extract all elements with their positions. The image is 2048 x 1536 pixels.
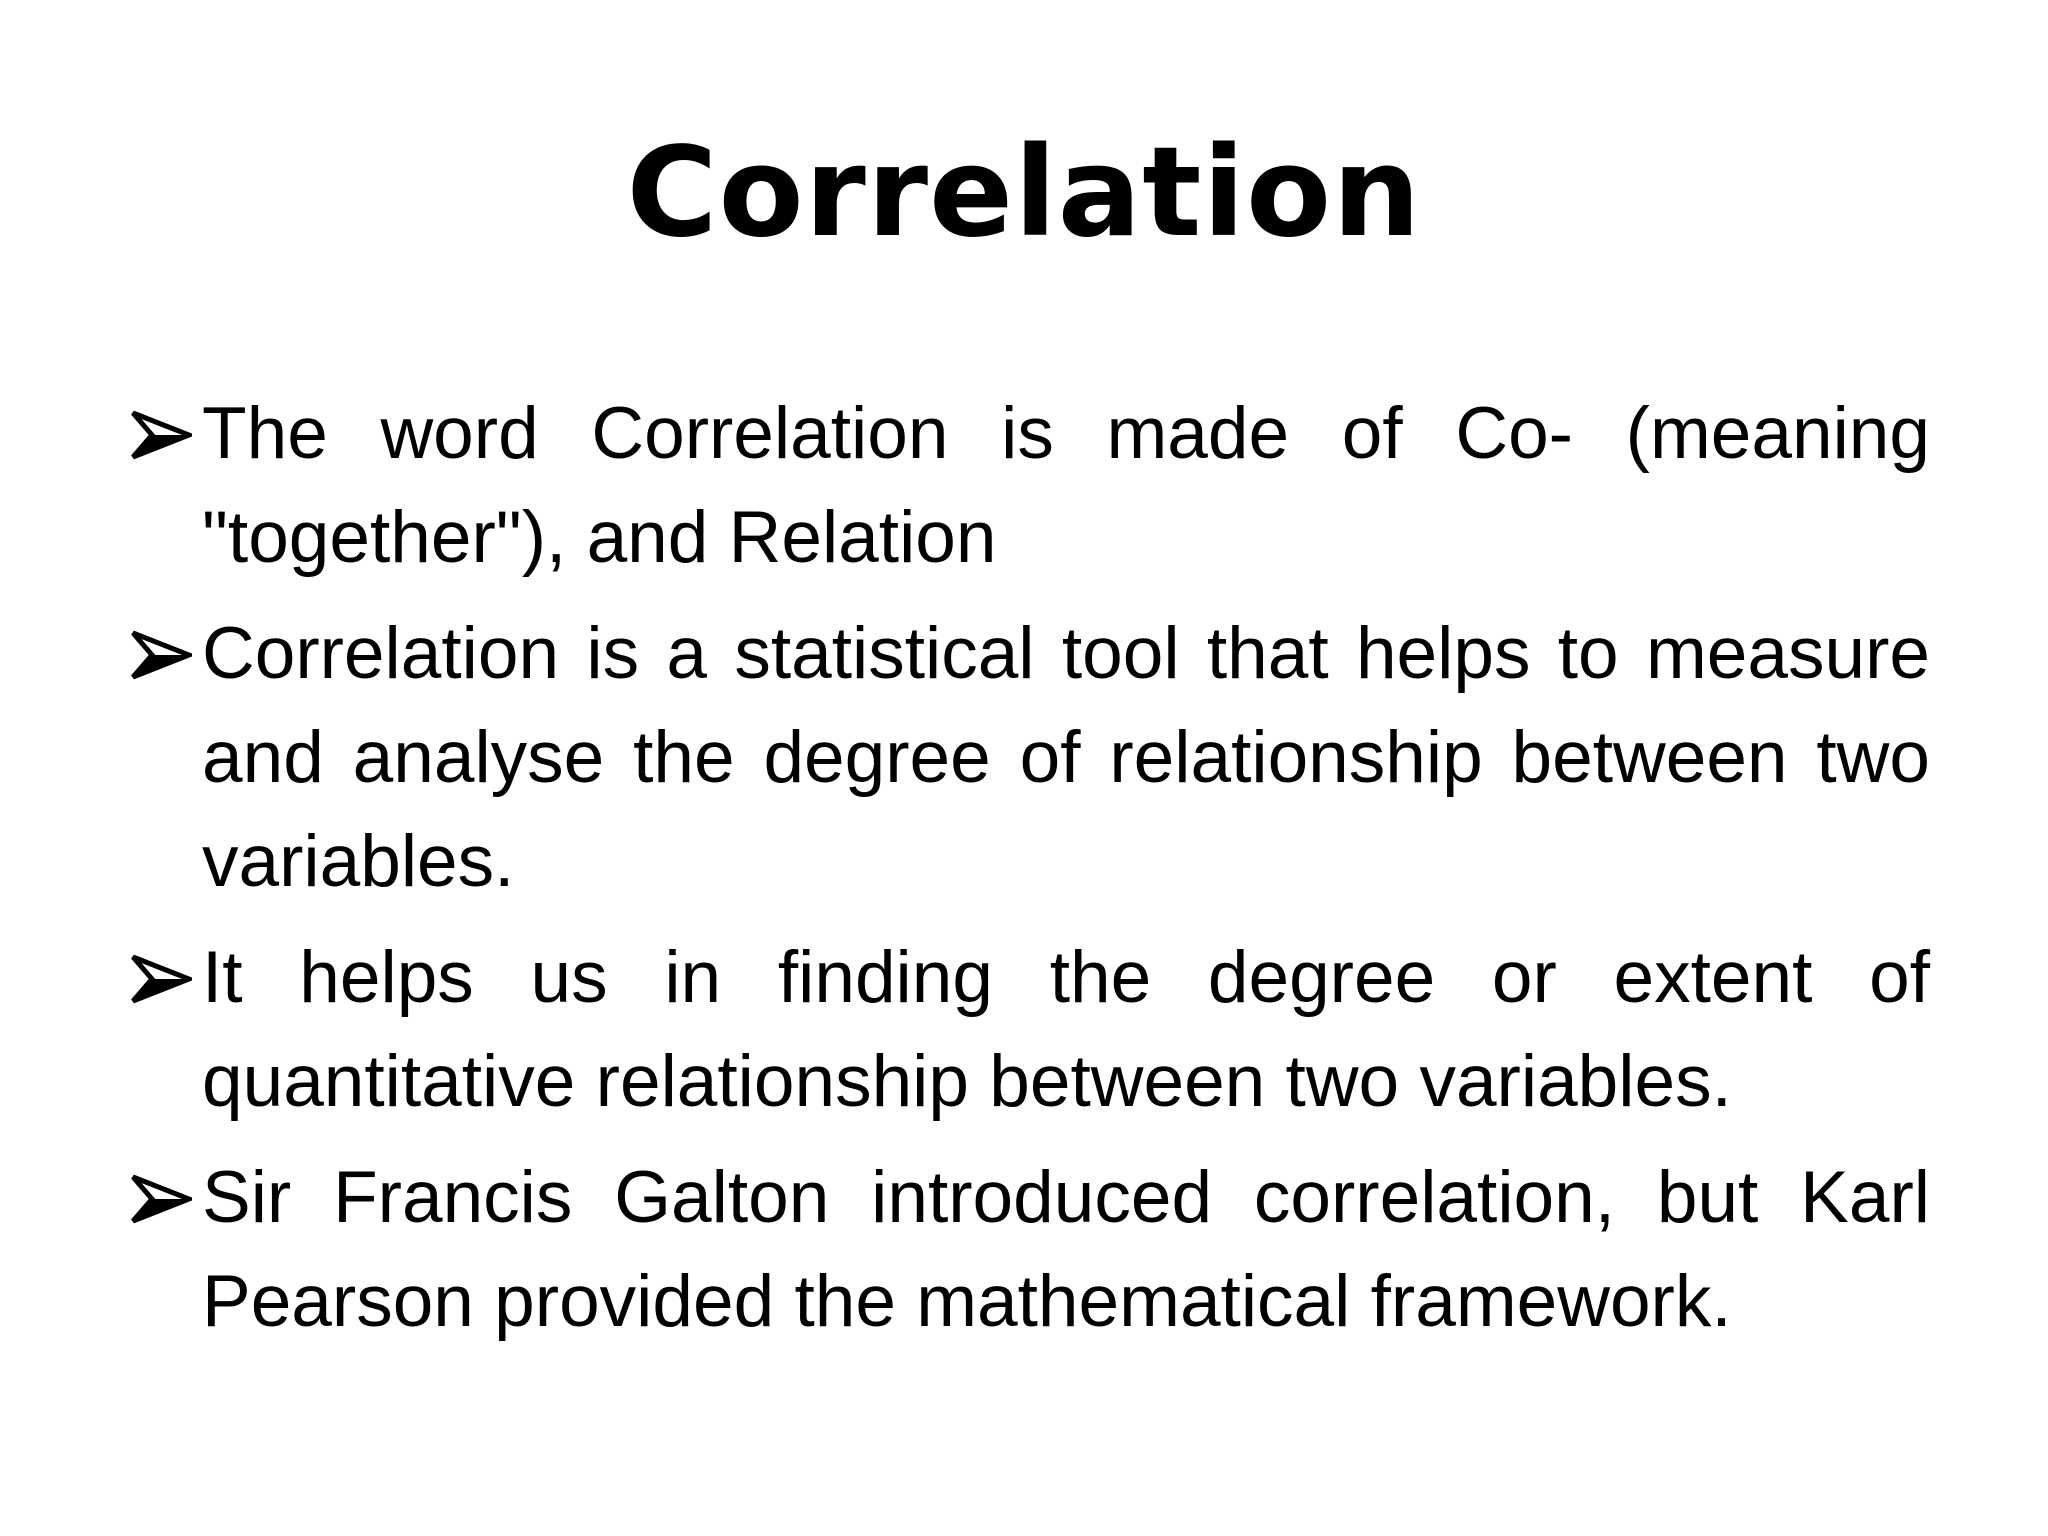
arrowhead-bullet-icon xyxy=(130,926,202,1032)
arrowhead-bullet-icon xyxy=(130,602,202,708)
bullet-item xyxy=(130,926,1930,1134)
slide-title: Correlation xyxy=(626,121,1422,265)
bullet-item xyxy=(130,1146,1930,1354)
bullet-text: It helps us in finding the degree or extent of quantitative relationship between two variables. xyxy=(202,937,1930,1122)
bullet-item xyxy=(130,602,1930,914)
bullet-text: Correlation is a statistical tool that helps to measure and analyse the degree of relationship between two variables. xyxy=(202,613,1930,902)
bullet-list xyxy=(130,382,1930,1366)
arrowhead-bullet-icon xyxy=(130,382,202,488)
bullet-text: The word Correlation is made of Co- (meaning "together"), and Relation xyxy=(202,393,1930,578)
bullet-text: Sir Francis Galton introduced correlation, but Karl Pearson provided the mathematical framework. xyxy=(202,1157,1930,1342)
arrowhead-bullet-icon xyxy=(130,1146,202,1252)
bullet-item xyxy=(130,382,1930,590)
